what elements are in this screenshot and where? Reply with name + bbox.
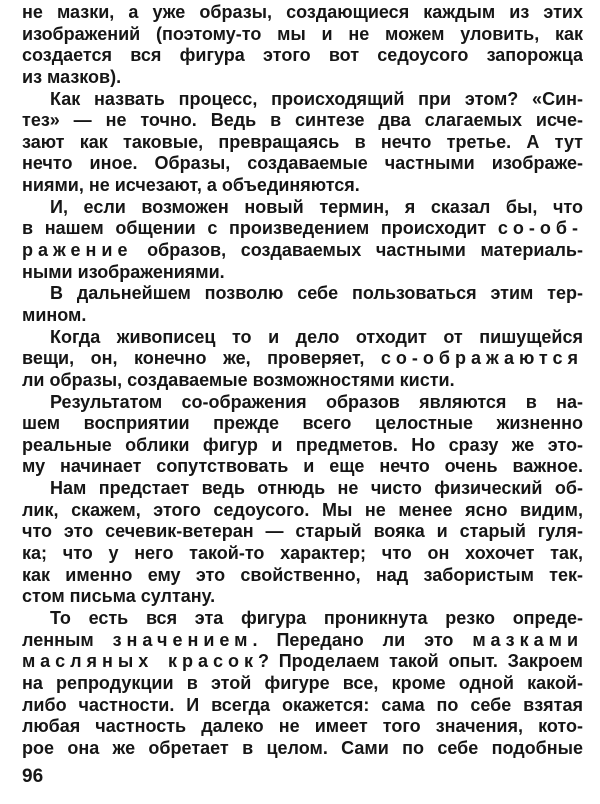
- text-line: [22, 283, 583, 305]
- text-segment: . Передано ли это: [252, 629, 473, 650]
- text-segment: как именно ему это свойственно, над забористым тек-: [22, 564, 583, 585]
- text-segment: ными изображениями.: [22, 261, 225, 282]
- text-segment: му начинает сопутствовать и еще нечто очень важное.: [22, 456, 583, 477]
- text-line: [22, 132, 583, 154]
- text-segment: Результатом со-ображения образов являются в на-: [50, 391, 583, 412]
- emphasized-text: со-ображаются: [380, 348, 583, 369]
- text-line: [22, 413, 583, 435]
- text-line: [22, 175, 583, 197]
- text-line: [22, 716, 583, 738]
- text-segment: из мазков).: [22, 66, 122, 87]
- text-segment: тез» — не точно. Ведь в синтезе два слагаемых исче-: [22, 110, 583, 131]
- text-segment: В дальнейшем позволю себе пользоваться этим тер-: [50, 283, 583, 304]
- text-segment: создается вся фигура этого вот седоусого запорожца: [22, 45, 583, 66]
- text-line: [22, 67, 583, 89]
- text-segment: Нам предстает ведь отнюдь не чисто физический об-: [50, 478, 583, 499]
- text-segment: зают как таковые, превращаясь в нечто третье. А тут: [22, 131, 583, 152]
- text-line: [22, 586, 583, 608]
- text-line: [22, 262, 583, 284]
- text-line: [22, 348, 583, 370]
- text-segment: ниями, не исчезают, а объединяются.: [22, 175, 360, 196]
- body-text: [22, 2, 583, 759]
- text-segment: ленным: [22, 629, 113, 650]
- text-segment: реальные облики фигур и предметов. Но сразу же это-: [22, 434, 583, 455]
- text-line: [22, 565, 583, 587]
- text-segment: рое она же обретает в целом. Сами по себе подобные: [22, 737, 583, 758]
- text-line: [22, 110, 583, 132]
- text-line: [22, 327, 583, 349]
- text-line: [22, 521, 583, 543]
- text-line: [22, 305, 583, 327]
- text-segment: лик, скажем, этого седоусого. Мы не менее ясно видим,: [22, 499, 583, 520]
- emphasized-text: со-об-: [497, 218, 583, 239]
- text-segment: И, если возможен новый термин, я сказал бы, что: [50, 196, 583, 217]
- text-line: [22, 608, 583, 630]
- text-segment: шем восприятии прежде всего целостные жизненно: [22, 413, 583, 434]
- text-segment: ли образы, создаваемые возможностями кисти.: [22, 369, 455, 390]
- text-line: [22, 543, 583, 565]
- text-line: [22, 197, 583, 219]
- text-segment: Когда живописец то и дело отходит от пишущейся: [50, 326, 583, 347]
- text-segment: стом письма султану.: [22, 586, 216, 607]
- text-segment: на репродукции в этой фигуре все, кроме одной какой-: [22, 672, 583, 693]
- text-segment: мином.: [22, 304, 87, 325]
- text-line: [22, 500, 583, 522]
- text-line: [22, 370, 583, 392]
- text-line: [22, 435, 583, 457]
- text-segment: То есть вся эта фигура проникнута резко опреде-: [50, 607, 583, 628]
- text-line: [22, 89, 583, 111]
- text-segment: ка; что у него такой-то характер; что он хохочет так,: [22, 543, 583, 564]
- text-line: [22, 45, 583, 67]
- text-line: [22, 2, 583, 24]
- text-segment: не мазки, а уже образы, создающиеся каждым из этих: [22, 2, 583, 22]
- text-line: [22, 673, 583, 695]
- text-line: [22, 630, 583, 652]
- text-line: [22, 153, 583, 175]
- text-segment: что это сечевик-ветеран — старый вояка и старый гуля-: [22, 521, 583, 542]
- text-segment: ? Проделаем такой опыт. Закроем: [258, 651, 583, 672]
- text-segment: в нашем общении с произведением происходит: [22, 218, 498, 239]
- text-line: [22, 651, 583, 673]
- emphasized-text: масляных красок: [22, 651, 259, 672]
- text-segment: Как назвать процесс, происходящий при этом? «Син-: [50, 88, 583, 109]
- emphasized-text: мазками: [472, 629, 583, 650]
- text-line: [22, 695, 583, 717]
- text-segment: либо частности. И всегда окажется: сама по себе взятая: [22, 694, 583, 715]
- text-line: [22, 24, 583, 46]
- text-segment: изображений (поэтому-то мы и не можем уловить, как: [22, 23, 583, 44]
- text-line: [22, 240, 583, 262]
- text-segment: нечто иное. Образы, создаваемые частными изображе-: [22, 153, 583, 174]
- text-segment: вещи, он, конечно же, проверяет,: [22, 348, 381, 369]
- text-line: [22, 392, 583, 414]
- text-segment: образов, создаваемых частными материаль-: [132, 240, 583, 261]
- text-line: [22, 738, 583, 760]
- text-line: [22, 478, 583, 500]
- text-line: [22, 456, 583, 478]
- page-number: 96: [22, 766, 44, 787]
- emphasized-text: ражение: [22, 240, 133, 261]
- emphasized-text: значением: [112, 629, 253, 650]
- text-line: [22, 218, 583, 240]
- text-segment: любая частность далеко не имеет того значения, кото-: [22, 716, 583, 737]
